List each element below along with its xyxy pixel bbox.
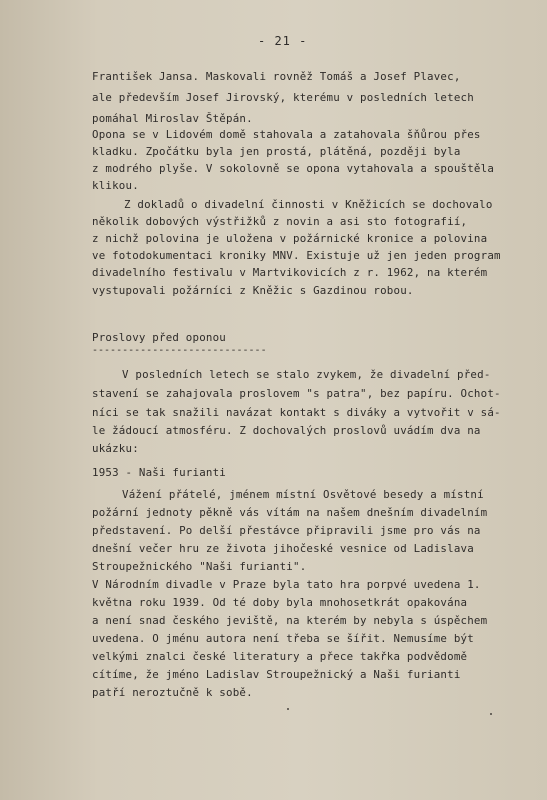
text-line: V Národním divadle v Praze byla tato hra porpvé uvedena 1. <box>92 578 481 591</box>
text-line: ale především Josef Jirovský, kterému v posledních letech <box>92 91 474 104</box>
page-number: - 21 - <box>258 34 308 48</box>
text-line: le žádoucí atmosféru. Z dochovalých proslovů uvádím dva na <box>92 424 481 437</box>
text-line: z modrého plyše. V sokolovně se opona vytahovala a spouštěla <box>92 162 495 175</box>
text-line: divadelního festivalu v Martvikovicích z r. 1962, na kterém <box>92 266 488 279</box>
text-line: patří neroztučně k sobě. <box>92 686 253 699</box>
text-line: František Jansa. Maskovali rovněž Tomáš a Josef Plavec, <box>92 70 461 83</box>
text-line: několik dobových výstřižků z novin a asi sto fotografií, <box>92 215 468 228</box>
text-line: V posledních letech se stalo zvykem, že divadelní před- <box>122 368 491 381</box>
text-line: kladku. Zpočátku byla jen prostá, plátěná, později byla <box>92 145 461 158</box>
text-line: velkými znalci české literatury a přece takřka podvědomě <box>92 650 468 663</box>
text-line: pomáhal Miroslav Štěpán. <box>92 112 253 125</box>
text-line: ve fotodokumentaci kroniky MNV. Existuje už jen jeden program <box>92 249 501 262</box>
text-line: klikou. <box>92 179 139 192</box>
text-line: vystupovali požárníci z Kněžic s Gazdinou robou. <box>92 284 414 297</box>
text-line: Stroupežnického "Naši furianti". <box>92 560 307 573</box>
text-line: uvedena. O jménu autora není třeba se šířit. Nemusíme být <box>92 632 474 645</box>
text-line: požární jednoty pěkně vás vítám na našem dnešním divadelním <box>92 506 488 519</box>
section-heading: Proslovy před oponou <box>92 331 227 344</box>
text-line: z nichž polovina je uložena v požárnické kronice a polovina <box>92 232 488 245</box>
text-line: dnešní večer hru ze života jihočeské vesnice od Ladislava <box>92 542 474 555</box>
text-line: představení. Po delší přestávce připravili jsme pro vás na <box>92 524 481 537</box>
text-line: stavení se zahajovala proslovem "s patra", bez papíru. Ochot- <box>92 387 501 400</box>
ink-mark <box>490 713 492 715</box>
text-line: cítíme, že jméno Ladislav Stroupežnický a Naši furianti <box>92 668 461 681</box>
text-line: května roku 1939. Od té doby byla mnohosetkrát opakována <box>92 596 468 609</box>
ink-mark <box>287 708 289 710</box>
text-line: níci se tak snažili navázat kontakt s diváky a vytvořit v sá- <box>92 406 501 419</box>
text-line: Vážení přátelé, jménem místní Osvětové besedy a místní <box>122 488 484 501</box>
text-line: a není snad českého jeviště, na kterém by nebyla s úspěchem <box>92 614 488 627</box>
subheading-year: 1953 - Naši furianti <box>92 466 227 479</box>
heading-underline: ----------------------------- <box>92 345 267 356</box>
text-line: Opona se v Lidovém domě stahovala a zatahovala šňůrou přes <box>92 128 481 141</box>
text-line: ukázku: <box>92 442 139 455</box>
text-line: Z dokladů o divadelní činnosti v Kněžicích se dochovalo <box>124 198 493 211</box>
